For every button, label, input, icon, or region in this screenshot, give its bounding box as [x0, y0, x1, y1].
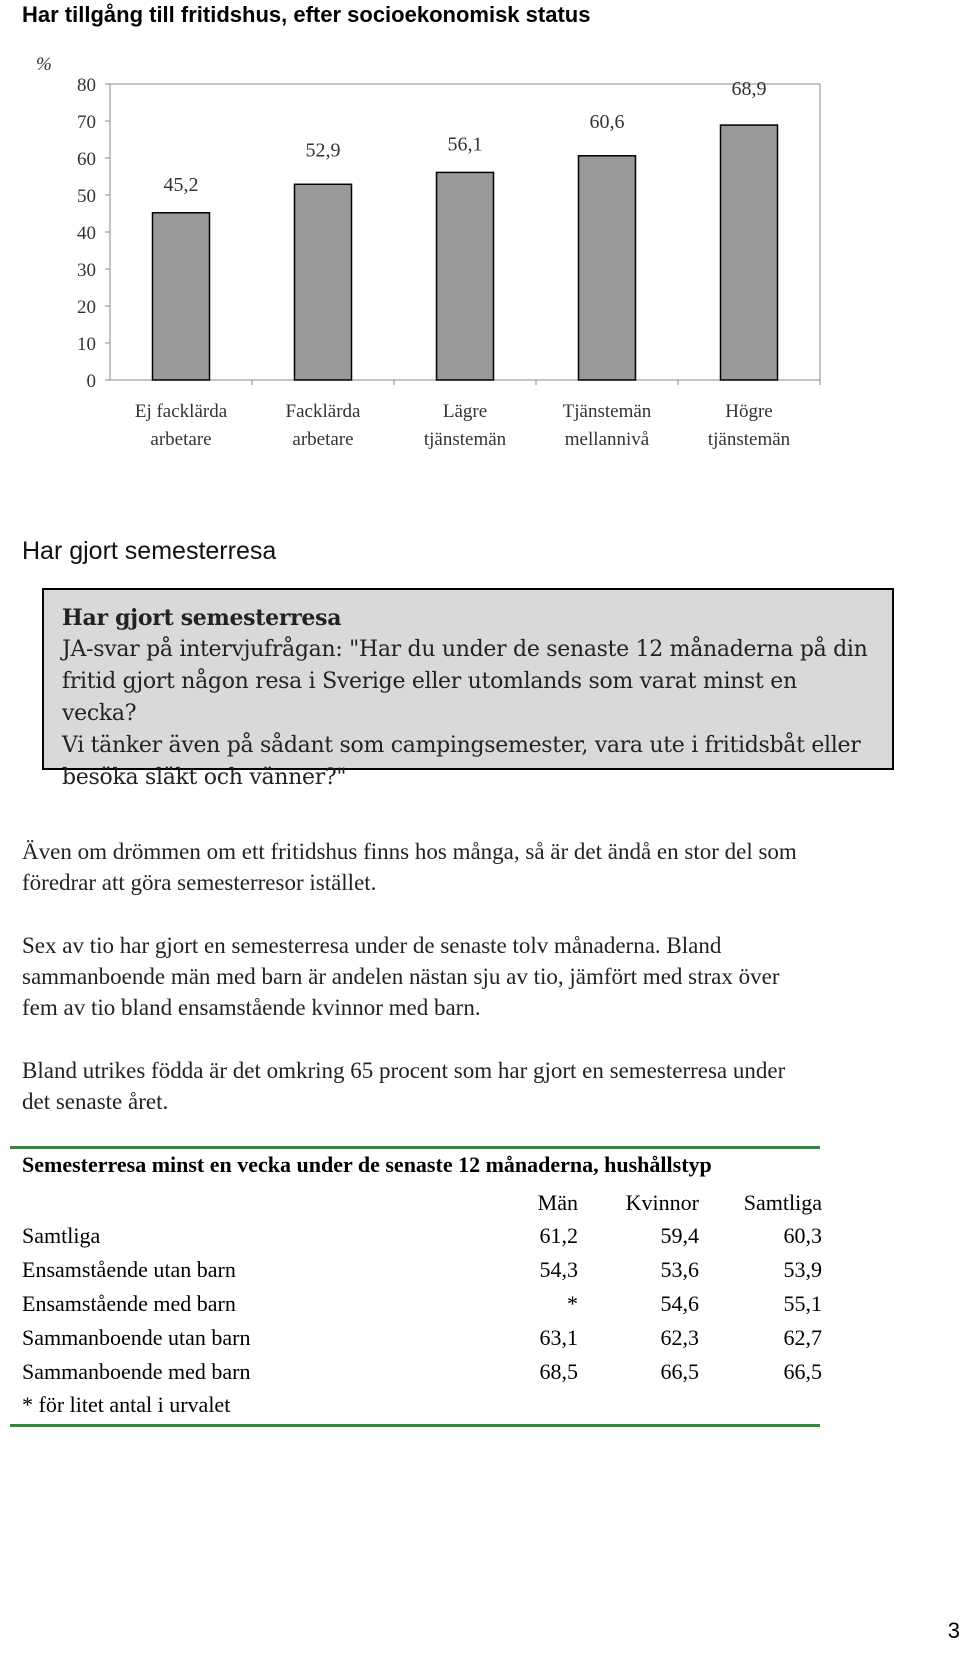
cell-men: 63,1 — [539, 1325, 578, 1350]
cell-total: 55,1 — [783, 1291, 822, 1316]
category-label-line: Tjänstemän — [562, 401, 652, 422]
cell-women: 62,3 — [660, 1325, 699, 1350]
y-tick-label: 0 — [86, 371, 96, 392]
definition-line: Vi tänker även på sådant som campingsemester, vara ute i fritidsbåt eller — [62, 733, 861, 758]
category-label-line: Lägre — [442, 401, 488, 422]
data-label: 52,9 — [305, 139, 341, 162]
table-bottom-rule — [10, 1424, 820, 1427]
paragraph-line: fem av tio bland ensamstående kvinnor med barn. — [22, 995, 481, 1020]
y-tick-label: 80 — [77, 75, 96, 96]
y-tick-label: 10 — [77, 334, 96, 355]
table-row — [22, 1355, 822, 1389]
data-label: 60,6 — [589, 110, 625, 133]
paragraph — [22, 836, 942, 898]
row-label: Ensamstående utan barn — [22, 1257, 236, 1282]
cell-men: 61,2 — [539, 1223, 578, 1248]
paragraph — [22, 930, 942, 1023]
row-label: Samtliga — [22, 1223, 101, 1248]
y-tick-label: 30 — [77, 260, 96, 281]
paragraph-line: Bland utrikes födda är det omkring 65 procent som har gjort en semesterresa under — [22, 1058, 786, 1083]
table-row — [22, 1219, 822, 1253]
cell-total: 66,5 — [783, 1359, 822, 1384]
category-label-line: Högre — [725, 401, 773, 422]
paragraph-line: Sex av tio har gjort en semesterresa under de senaste tolv månaderna. Bland — [22, 933, 722, 958]
table-title: Semesterresa minst en vecka under de senaste 12 månaderna, hushållstyp — [22, 1152, 712, 1177]
cell-women: 66,5 — [660, 1359, 699, 1384]
definition-line: fritid gjort någon resa i Sverige eller utomlands som varat minst en vecka? — [62, 669, 797, 726]
row-label: Sammanboende med barn — [22, 1359, 251, 1384]
category-label-line: arbetare — [150, 429, 212, 450]
section-heading: Har gjort semesterresa — [22, 537, 277, 565]
definition-line: JA-svar på intervjufrågan: "Har du under de senaste 12 månaderna på din — [62, 637, 868, 662]
category-label-line: Facklärda — [285, 401, 361, 422]
definition-title: Har gjort semesterresa — [62, 605, 342, 631]
category-label — [532, 398, 682, 454]
paragraph-line: sammanboende män med barn är andelen nästan sju av tio, jämfört med strax över — [22, 964, 780, 989]
cell-men: 68,5 — [539, 1359, 578, 1384]
table-header-row — [22, 1186, 822, 1220]
table-top-rule — [10, 1146, 820, 1149]
cell-men: * — [567, 1291, 578, 1316]
category-label — [390, 398, 540, 454]
data-label: 56,1 — [447, 133, 483, 156]
cell-women: 59,4 — [660, 1223, 699, 1248]
chart-title: Har tillgång till fritidshus, efter socioekonomisk status — [22, 2, 591, 27]
cell-total: 53,9 — [783, 1257, 822, 1282]
category-label-line: arbetare — [292, 429, 354, 450]
definition-line: besöka släkt och vänner?" — [62, 765, 347, 790]
cell-women: 54,6 — [660, 1291, 699, 1316]
table-footnote: * för litet antal i urvalet — [22, 1392, 231, 1417]
column-header-women: Kvinnor — [625, 1190, 699, 1215]
category-label-line: mellannivå — [564, 429, 650, 450]
bar — [153, 213, 210, 380]
table-row — [22, 1253, 822, 1287]
y-tick-label: 60 — [77, 149, 96, 170]
category-label — [248, 398, 398, 454]
y-axis-unit-label: % — [36, 54, 52, 75]
data-label: 68,9 — [731, 78, 767, 101]
bar — [437, 172, 494, 380]
y-tick-label: 70 — [77, 112, 96, 133]
paragraph — [22, 1055, 942, 1117]
paragraph-line: föredrar att göra semesterresor istället. — [22, 870, 377, 895]
paragraph-line: Även om drömmen om ett fritidshus finns hos många, så är det ändå en stor del som — [22, 839, 797, 864]
category-label-line: Ej facklärda — [134, 401, 228, 422]
cell-total: 62,7 — [783, 1325, 822, 1350]
category-label — [106, 398, 256, 454]
bar — [295, 184, 352, 380]
page-number: 3 — [947, 1618, 960, 1643]
y-tick-label: 20 — [77, 297, 96, 318]
cell-women: 53,6 — [660, 1257, 699, 1282]
cell-total: 60,3 — [783, 1223, 822, 1248]
column-header-men: Män — [537, 1190, 578, 1215]
table-row — [22, 1321, 822, 1355]
y-tick-label: 50 — [77, 186, 96, 207]
cell-men: 54,3 — [539, 1257, 578, 1282]
table-row — [22, 1287, 822, 1321]
bar — [721, 125, 778, 380]
row-label: Sammanboende utan barn — [22, 1325, 251, 1350]
table-footnote-row — [22, 1388, 822, 1422]
row-label: Ensamstående med barn — [22, 1291, 236, 1316]
column-header-total: Samtliga — [743, 1190, 822, 1215]
y-tick-label: 40 — [77, 223, 96, 244]
data-label: 45,2 — [163, 173, 199, 196]
category-label — [674, 398, 824, 454]
bar — [579, 156, 636, 380]
definition-box — [42, 588, 894, 790]
category-label-line: tjänstemän — [423, 429, 507, 450]
paragraph-line: det senaste året. — [22, 1089, 169, 1114]
category-label-line: tjänstemän — [707, 429, 791, 450]
